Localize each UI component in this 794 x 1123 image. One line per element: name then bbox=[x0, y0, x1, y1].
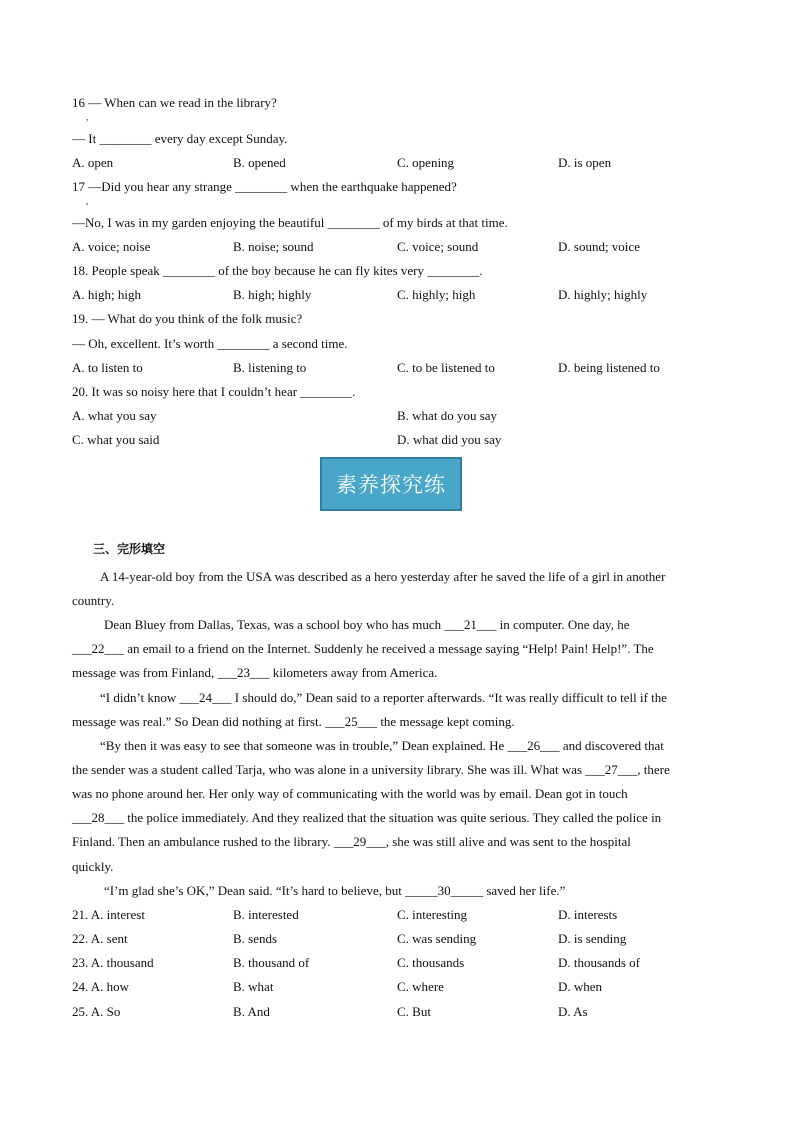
question-17-answer-line: —No, I was in my garden enjoying the beautiful ________ of my birds at that time. bbox=[72, 215, 508, 230]
passage-line: ___22___ an email to a friend on the Internet. Suddenly he received a message saying “Help! Pain! Help!”. The bbox=[72, 641, 654, 656]
question-16-option-b: B. opened bbox=[233, 155, 286, 170]
question-20-option-a: A. what you say bbox=[72, 408, 157, 423]
question-16-answer-line: — It ________ every day except Sunday. bbox=[72, 131, 288, 146]
passage-line: “By then it was easy to see that someone was in trouble,” Dean explained. He ___26___ and discovered that bbox=[100, 738, 664, 753]
question-18-option-a: A. high; high bbox=[72, 287, 141, 302]
passage-line: Dean Bluey from Dallas, Texas, was a school boy who has much ___21___ in computer. One day, he bbox=[104, 617, 630, 632]
question-16-stem: 16 — When can we read in the library? bbox=[72, 95, 277, 110]
question-17-option-a: A. voice; noise bbox=[72, 239, 151, 254]
passage-line: message was real.” So Dean did nothing at first. ___25___ the message kept coming. bbox=[72, 714, 515, 729]
passage-line: “I didn’t know ___24___ I should do,” Dean said to a reporter afterwards. “It was really difficult to tell if the bbox=[100, 690, 668, 705]
passage-line: “I’m glad she’s OK,” Dean said. “It’s hard to believe, but _____30_____ saved her life.” bbox=[104, 883, 566, 898]
passage-line: quickly. bbox=[72, 859, 114, 874]
question-19-option-b: B. listening to bbox=[233, 360, 307, 375]
question-19-option-d: D. being listened to bbox=[558, 360, 660, 375]
cloze-23-option-d: D. thousands of bbox=[558, 955, 640, 970]
cloze-25-option-b: B. And bbox=[233, 1004, 270, 1019]
question-16-dot: , bbox=[86, 112, 89, 122]
question-18-option-d: D. highly; highly bbox=[558, 287, 648, 302]
question-20-stem: 20. It was so noisy here that I couldn’t hear ________. bbox=[72, 384, 356, 399]
cloze-24-option-a: 24. A. how bbox=[72, 979, 130, 994]
passage-line: A 14-year-old boy from the USA was described as a hero yesterday after he saved the life of a girl in another bbox=[100, 569, 666, 584]
question-19-answer-line: — Oh, excellent. It’s worth ________ a second time. bbox=[72, 336, 348, 351]
cloze-21-option-c: C. interesting bbox=[397, 907, 468, 922]
question-19-stem: 19. — What do you think of the folk music? bbox=[72, 311, 303, 326]
question-17-option-c: C. voice; sound bbox=[397, 239, 479, 254]
question-20-option-c: C. what you said bbox=[72, 432, 160, 447]
question-16-option-a: A. open bbox=[72, 155, 114, 170]
cloze-23-option-b: B. thousand of bbox=[233, 955, 310, 970]
question-16-option-c: C. opening bbox=[397, 155, 455, 170]
passage-line: message was from Finland, ___23___ kilometers away from America. bbox=[72, 665, 438, 680]
cloze-25-option-d: D. As bbox=[558, 1004, 588, 1019]
question-17-dot: , bbox=[86, 196, 89, 206]
passage-line: was no phone around her. Her only way of communicating with the world was by email. Dean got in touch bbox=[72, 786, 628, 801]
question-19-option-a: A. to listen to bbox=[72, 360, 143, 375]
cloze-23-option-a: 23. A. thousand bbox=[72, 955, 154, 970]
cloze-21-option-b: B. interested bbox=[233, 907, 299, 922]
cloze-24-option-c: C. where bbox=[397, 979, 444, 994]
cloze-24-option-b: B. what bbox=[233, 979, 274, 994]
question-17-option-b: B. noise; sound bbox=[233, 239, 314, 254]
cloze-22-option-c: C. was sending bbox=[397, 931, 477, 946]
question-16-option-d: D. is open bbox=[558, 155, 612, 170]
cloze-21-option-d: D. interests bbox=[558, 907, 618, 922]
cloze-22-option-d: D. is sending bbox=[558, 931, 627, 946]
passage-line: Finland. Then an ambulance rushed to the library. ___29___, she was still alive and was sent to the hospital bbox=[72, 834, 631, 849]
question-20-option-d: D. what did you say bbox=[397, 432, 502, 447]
question-18-stem: 18. People speak ________ of the boy because he can fly kites very ________. bbox=[72, 263, 483, 278]
passage-line: ___28___ the police immediately. And they realized that the situation was quite serious. They called the police in bbox=[72, 810, 662, 825]
section-title: 三、完形填空 bbox=[93, 542, 166, 556]
passage-line: the sender was a student called Tarja, who was alone in a university library. She was ill. What was ___27___, there bbox=[72, 762, 670, 777]
cloze-23-option-c: C. thousands bbox=[397, 955, 465, 970]
question-20-option-b: B. what do you say bbox=[397, 408, 498, 423]
question-17-option-d: D. sound; voice bbox=[558, 239, 640, 254]
cloze-22-option-a: 22. A. sent bbox=[72, 931, 128, 946]
section-banner: 素养探究练 bbox=[320, 457, 462, 511]
question-19-option-c: C. to be listened to bbox=[397, 360, 495, 375]
cloze-25-option-a: 25. A. So bbox=[72, 1004, 121, 1019]
question-18-option-c: C. highly; high bbox=[397, 287, 476, 302]
cloze-22-option-b: B. sends bbox=[233, 931, 278, 946]
passage-line: country. bbox=[72, 593, 115, 608]
cloze-24-option-d: D. when bbox=[558, 979, 603, 994]
question-18-option-b: B. high; highly bbox=[233, 287, 312, 302]
cloze-21-option-a: 21. A. interest bbox=[72, 907, 145, 922]
question-17-stem: 17 —Did you hear any strange ________ when the earthquake happened? bbox=[72, 179, 457, 194]
cloze-25-option-c: C. But bbox=[397, 1004, 431, 1019]
